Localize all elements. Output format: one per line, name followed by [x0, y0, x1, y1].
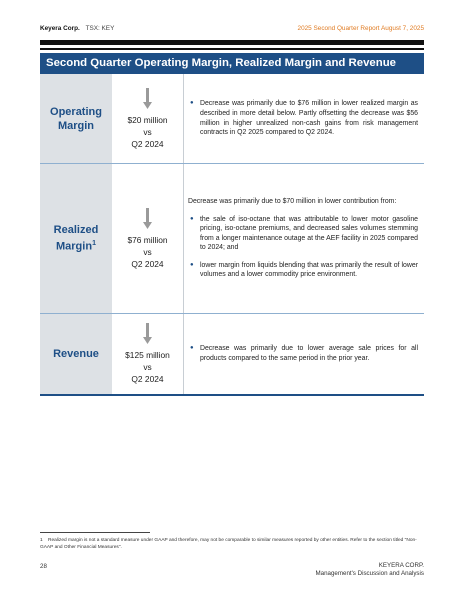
bullet-item [188, 261, 418, 280]
footer-company: KEYERA CORP. [378, 562, 424, 569]
table-row-revenue [40, 314, 424, 396]
header-rule-thick [40, 40, 424, 45]
footnote-rule [40, 532, 150, 533]
label-line: Margin [57, 119, 95, 132]
bullet-icon: ● [190, 215, 194, 222]
margin-table [40, 74, 424, 396]
comparison-period: Q2 2024 [131, 138, 164, 149]
label-line: Realized [53, 224, 99, 237]
explanation [184, 314, 424, 394]
change-amount: $125 million [125, 350, 170, 360]
table-row-operating-margin [40, 74, 424, 164]
row-label [40, 74, 112, 163]
vs-label: vs [143, 246, 152, 257]
down-arrow-icon [143, 88, 152, 110]
explanation [184, 164, 424, 313]
down-arrow-icon [143, 208, 152, 230]
bullet-icon: ● [190, 345, 194, 352]
change-value [112, 314, 184, 394]
change-amount: $76 million [127, 234, 168, 245]
header-rule-thin [40, 48, 424, 50]
row-label [40, 164, 112, 313]
vs-label: vs [143, 362, 152, 372]
vs-label: vs [143, 126, 152, 137]
footnote-number: 1 [40, 538, 43, 543]
page-number: 28 [40, 563, 47, 570]
footnote-text: Realized margin is not a standard measure under GAAP and therefore, may not be comparable to similar measures reported by other entities. Refer to the section titled "Non-GAAP and Other Financial Measures". [40, 538, 417, 550]
table-row-realized-margin [40, 164, 424, 314]
page-header [40, 24, 424, 34]
footnote-marker: 1 [92, 240, 96, 248]
intro-text: Decrease was primarily due to $70 million in lower contribution from: [188, 197, 397, 205]
bullet-text: Decrease was primarily due to $76 million in lower realized margin as described in more detail below. Partly offsetting the decrease was $56 million in higher unrealized non-cash gains from risk management contracts in Q2 2025 compared to Q2 2024. [200, 100, 418, 137]
report-title: 2025 Second Quarter Report August 7, 2025 [297, 25, 424, 32]
label-line: Operating [50, 105, 102, 118]
bullet-icon: ● [190, 261, 194, 268]
footer-section: Management's Discussion and Analysis [315, 570, 424, 577]
section-title: Second Quarter Operating Margin, Realized Margin and Revenue [40, 53, 424, 74]
change-value [112, 74, 184, 163]
change-value [112, 164, 184, 313]
change-amount: $20 million [127, 114, 168, 125]
label-line: Revenue [53, 348, 99, 360]
bullet-icon: ● [190, 100, 194, 107]
bullet-text: Decrease was primarily due to lower average sale prices for all products compared to the same period in the prior year. [200, 345, 418, 362]
comparison-period: Q2 2024 [131, 374, 164, 384]
down-arrow-icon [143, 323, 152, 345]
page-footer [316, 562, 425, 578]
bullet-item [188, 215, 418, 253]
explanation [184, 74, 424, 163]
label-line: Margin [56, 240, 93, 253]
footnote [40, 537, 424, 551]
bullet-text: lower margin from liquids blending that was primarily the result of lower volumes and a lower commodity price environment. [200, 261, 418, 279]
bullet-item [188, 99, 418, 137]
comparison-period: Q2 2024 [131, 258, 164, 269]
ticker-symbol: TSX: KEY [85, 25, 115, 32]
bullet-item [188, 344, 418, 363]
bullet-text: the sale of iso-octane that was attributable to lower motor gasoline pricing, iso-octane premiums, and decreased sales volumes stemming from a longer maintenance outage at the AEF facility in 2025 compared to 2024; and [200, 215, 418, 252]
row-label [40, 314, 112, 394]
company-name: Keyera Corp. [40, 25, 80, 32]
